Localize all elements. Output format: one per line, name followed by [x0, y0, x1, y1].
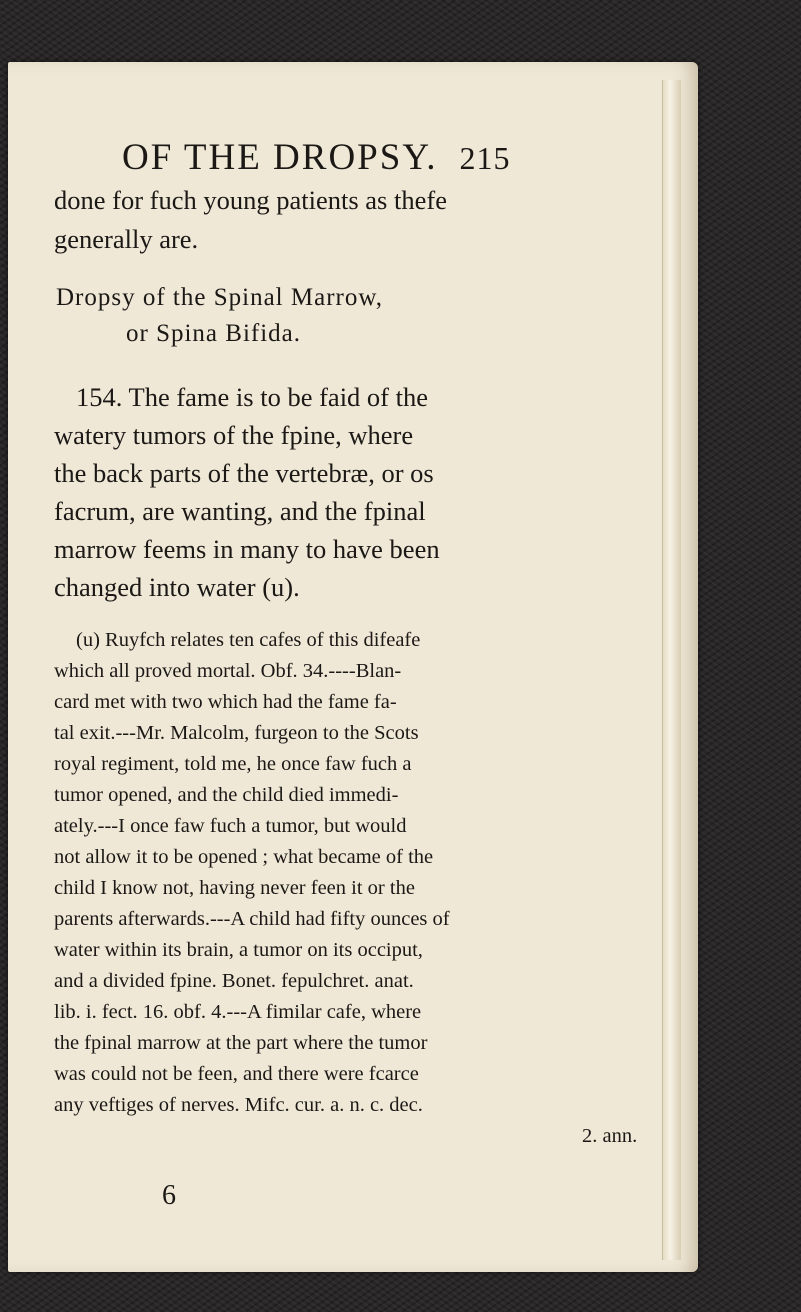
footnote-line: ately.---I once faw fuch a tumor, but would: [54, 815, 407, 837]
page-edge: [662, 80, 681, 1260]
section-heading-line-1: Dropsy of the Spinal Marrow,: [56, 284, 384, 311]
footnote-line: any veftiges of nerves. Mifc. cur. a. n. c. dec.: [54, 1094, 423, 1116]
footnote-line: lib. i. fect. 16. obf. 4.---A fimilar cafe, where: [54, 1001, 422, 1023]
body-line: done for fuch young patients as thefe: [54, 185, 447, 215]
paragraph-line: the back parts of the vertebræ, or os: [54, 458, 434, 488]
page-number: 215: [459, 140, 511, 176]
footnote-line: tumor opened, and the child died immedi-: [54, 784, 399, 806]
running-header: [122, 136, 511, 179]
body-line: generally are.: [54, 224, 199, 254]
paragraph-line: 154. The fame is to be faid of the: [76, 382, 429, 412]
paragraph-line: marrow feems in many to have been: [54, 534, 440, 564]
footnote-line: 2. ann.: [582, 1125, 638, 1147]
signature-mark: 6: [162, 1180, 176, 1211]
footnote-line: was could not be feen, and there were fcarce: [54, 1063, 419, 1085]
footnote-line: water within its brain, a tumor on its occiput,: [54, 939, 423, 961]
footnote-line: not allow it to be opened ; what became of the: [54, 846, 434, 868]
footnote-line: card met with two which had the fame fa-: [54, 691, 397, 713]
paragraph-line: changed into water (u).: [54, 572, 300, 602]
footnote-line: and a divided fpine. Bonet. fepulchret. anat.: [54, 970, 414, 992]
paragraph-line: watery tumors of the fpine, where: [54, 420, 414, 450]
section-heading-line-2: or Spina Bifida.: [126, 320, 302, 347]
footnote-line: which all proved mortal. Obf. 34.----Blan-: [54, 660, 402, 682]
footnote-line: child I know not, having never feen it or the: [54, 877, 415, 899]
footnote-line: tal exit.---Mr. Malcolm, furgeon to the Scots: [54, 722, 419, 744]
footnote-line: (u) Ruyfch relates ten cafes of this difeafe: [76, 629, 421, 651]
header-title: OF THE DROPSY.: [122, 137, 438, 178]
footnote-line: parents afterwards.---A child had fifty ounces of: [54, 908, 450, 930]
footnote-line: the fpinal marrow at the part where the tumor: [54, 1032, 428, 1054]
paragraph-line: facrum, are wanting, and the fpinal: [54, 496, 426, 526]
footnote-line: royal regiment, told me, he once faw fuch a: [54, 753, 412, 775]
